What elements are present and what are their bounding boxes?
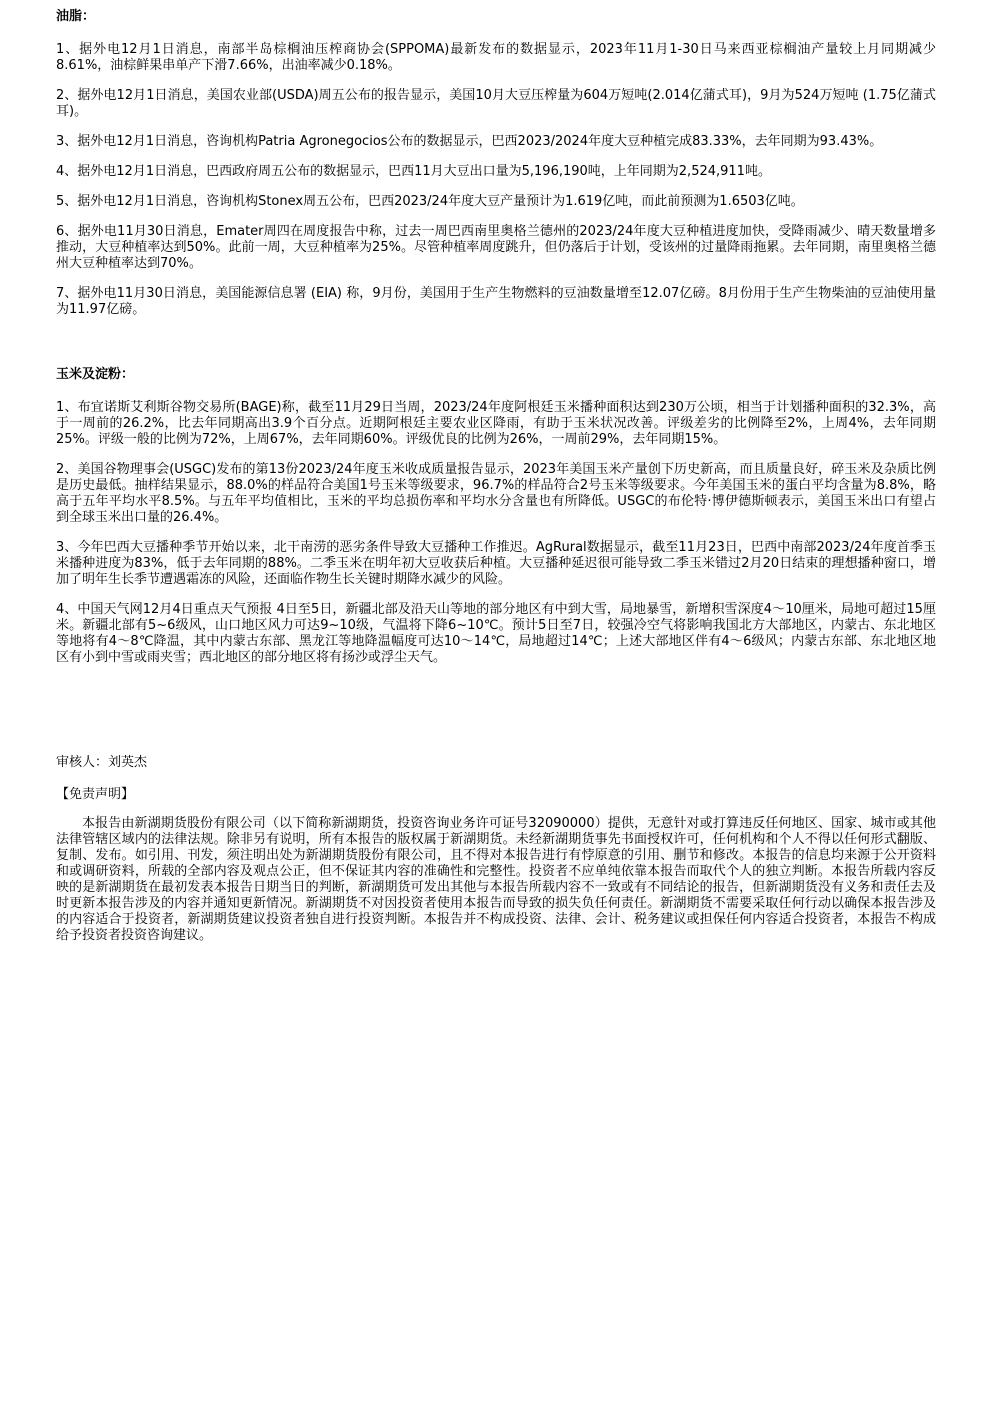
oils-section-title: 油脂： <box>56 9 96 24</box>
report-page <box>56 8 936 944</box>
corn-section-title: 玉米及淀粉： <box>56 367 135 382</box>
oils-news-item-4: 4、据外电12月1日消息，巴西政府周五公布的数据显示，巴西11月大豆出口量为5,196,190吨，上年同期为2,524,911吨。 <box>56 164 771 179</box>
corn-news-item-1: 1、布宜诺斯艾利斯谷物交易所(BAGE)称，截至11月29日当周，2023/24年度阿根廷玉米播种面积达到230万公顷，相当于计划播种面积的32.3%，高于一周前的26.2%，比去年同期高出3.9个百分点。近期阿根廷主要农业区降雨，有助于玉米状况改善。评级差劣的比例降至2%，上周4%，去年同期25%。评级一般的比例为72%，上周67%，去年同期60%。评级优良的比例为26%，一周前29%，去年同期15%。 <box>56 400 936 447</box>
disclaimer-body: 本报告由新湖期货股份有限公司（以下简称新湖期货，投资咨询业务许可证号32090000）提供，无意针对或打算违反任何地区、国家、城市或其他法律管辖区域内的法律法规。除非另有说明，所有本报告的版权属于新湖期货。未经新湖期货事先书面授权许可，任何机构和个人不得以任何形式翻版、复制、发布。如引用、刊发，须注明出处为新湖期货股份有限公司，且不得对本报告进行有悖原意的引用、删节和修改。本报告的信息均来源于公开资料和或调研资料，所载的全部内容及观点公正，但不保证其内容的准确性和完整性。投资者不应单纯依靠本报告而取代个人的独立判断。本报告所载内容反映的是新湖期货在最初发表本报告日期当日的判断，新湖期货可发出其他与本报告所载内容不一致或有不同结论的报告，但新湖期货没有义务和责任去及时更新本报告涉及的内容并通知更新情况。新湖期货不对因投资者使用本报告而导致的损失负任何责任。新湖期货不需要采取任何行动以确保本报告涉及的内容适合于投资者，新湖期货建议投资者独自进行投资判断。本报告并不构成投资、法律、会计、税务建议或担保任何内容适合投资者，本报告不构成给予投资者投资咨询建议。 <box>56 816 936 943</box>
section-spacer <box>56 332 936 366</box>
oils-news-item-3: 3、据外电12月1日消息，咨询机构Patria Agronegocios公布的数据显示，巴西2023/2024年度大豆种植完成83.33%，去年同期为93.43%。 <box>56 134 883 149</box>
corn-news-item-4: 4、中国天气网12月4日重点天气预报 4日至5日，新疆北部及沿天山等地的部分地区有中到大雪，局地暴雪，新增积雪深度4～10厘米，局地可超过15厘米。新疆北部有5~6级风，山口地区风力可达9~10级，气温将下降6~10℃。预计5日至7日，较强冷空气将影响我国北方大部地区，内蒙古、东北地区等地将有4～8℃降温，其中内蒙古东部、黑龙江等地降温幅度可达10～14℃，局地超过14℃；上述大部地区伴有4～6级风；内蒙古东部、东北地区地区有小到中雪或雨夹雪；西北地区的部分地区将有扬沙或浮尘天气。 <box>56 602 936 665</box>
oils-section <box>56 8 936 318</box>
corn-news-item-2: 2、美国谷物理事会(USGC)发布的第13份2023/24年度玉米收成质量报告显示，2023年美国玉米产量创下历史新高，而且质量良好，碎玉米及杂质比例是历史最低。抽样结果显示，88.0%的样品符合美国1号玉米等级要求，96.7%的样品符合2号玉米等级要求。今年美国玉米的蛋白平均含量为8.8%，略高于五年平均水平8.5%。与五年平均值相比，玉米的平均总损伤率和平均水分含量也有所降低。USGC的布伦特·博伊德斯顿表示，美国玉米出口有望占到全球玉米出口量的26.4%。 <box>56 462 936 525</box>
section-spacer-2 <box>56 680 936 754</box>
oils-news-item-1: 1、据外电12月1日消息，南部半岛棕榈油压榨商协会(SPPOMA)最新发布的数据显示，2023年11月1-30日马来西亚棕榈油产量较上月同期减少8.61%，油棕鲜果串单产下滑7.66%，出油率减少0.18%。 <box>56 42 936 73</box>
corn-news-item-3: 3、今年巴西大豆播种季节开始以来，北干南涝的恶劣条件导致大豆播种工作推迟。AgRural数据显示，截至11月23日，巴西中南部2023/24年度首季玉米播种进度为83%，低于去年同期的88%。二季玉米在明年初大豆收获后种植。大豆播种延迟很可能导致二季玉米错过2月20日结束的理想播种窗口，增加了明年生长季节遭遇霜冻的风险，还面临作物生长关键时期降水减少的风险。 <box>56 540 936 587</box>
oils-news-item-2: 2、据外电12月1日消息，美国农业部(USDA)周五公布的报告显示，美国10月大豆压榨量为604万短吨(2.014亿蒲式耳)，9月为524万短吨 (1.75亿蒲式耳)。 <box>56 88 936 119</box>
disclaimer-section <box>56 786 936 944</box>
reviewer-line: 审核人：刘英杰 <box>56 755 148 770</box>
oils-news-item-6: 6、据外电11月30日消息，Emater周四在周度报告中称，过去一周巴西南里奥格兰德州的2023/24年度大豆种植进度加快，受降雨减少、晴天数量增多推动，大豆种植率达到50%。此前一周，大豆种植率为25%。尽管种植率周度跳升，但仍落后于计划，受该州的过量降雨拖累。去年同期，南里奥格兰德州大豆种植率达到70%。 <box>56 224 936 271</box>
disclaimer-title: 【免责声明】 <box>56 787 135 802</box>
oils-news-item-5: 5、据外电12月1日消息，咨询机构Stonex周五公布，巴西2023/24年度大豆产量预计为1.619亿吨，而此前预测为1.6503亿吨。 <box>56 194 804 209</box>
oils-news-item-7: 7、据外电11月30日消息，美国能源信息署 (EIA) 称，9月份，美国用于生产生物燃料的豆油数量增至12.07亿磅。8月份用于生产生物柴油的豆油使用量为11.97亿磅。 <box>56 286 936 317</box>
corn-section <box>56 366 936 666</box>
